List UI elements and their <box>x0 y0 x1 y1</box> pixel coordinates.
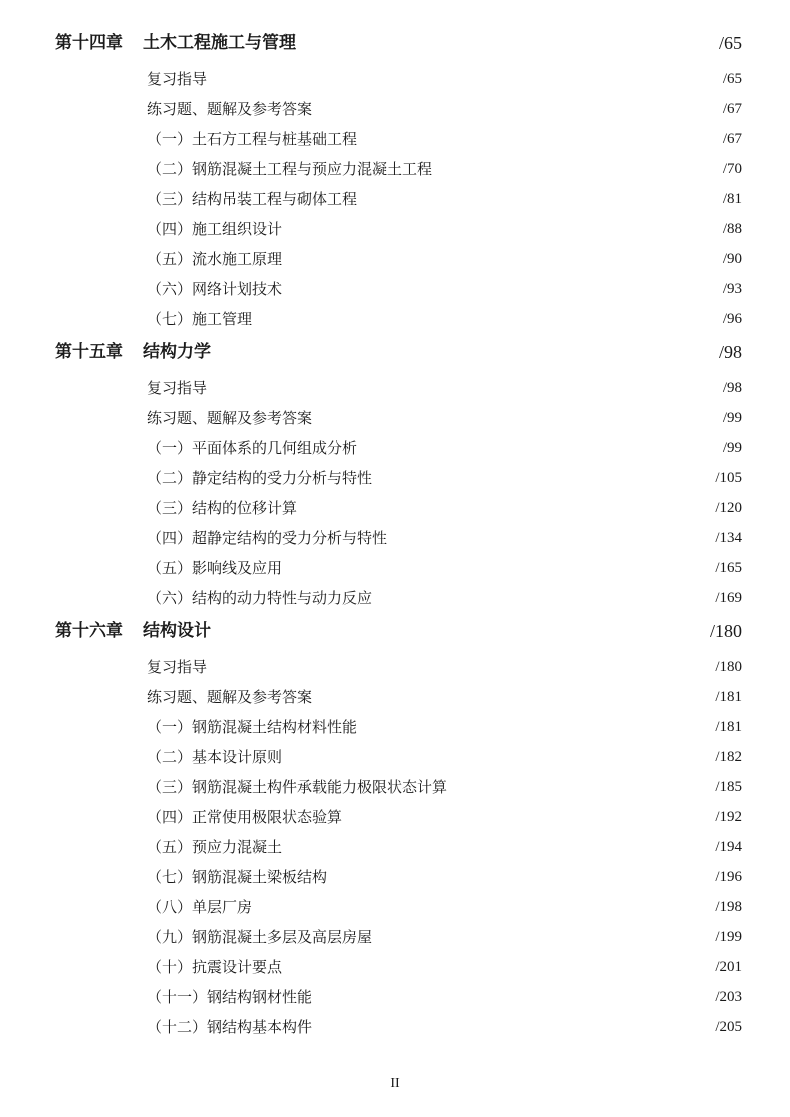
toc-entry-page: /205 <box>715 1019 742 1035</box>
toc-entry-title: （四）施工组织设计 <box>147 220 283 238</box>
chapter-name: 结构设计 <box>143 621 211 641</box>
toc-entry-page: /192 <box>715 809 742 825</box>
toc-entry[interactable] <box>0 777 790 807</box>
toc-entry-title: 复习指导 <box>147 379 208 397</box>
toc-entry[interactable] <box>0 309 790 339</box>
toc-entry[interactable] <box>0 717 790 747</box>
toc-entry[interactable] <box>0 807 790 837</box>
toc-entry-page: /199 <box>715 929 742 945</box>
toc-entry-title: （八）单层厂房 <box>147 898 253 916</box>
toc-entry-page: /65 <box>722 71 742 87</box>
toc-entry-page: /93 <box>722 281 742 297</box>
toc-entry[interactable] <box>0 657 790 687</box>
chapter-title <box>55 32 296 54</box>
toc-entry-page: /96 <box>722 311 742 327</box>
toc-entry-page: /185 <box>715 779 742 795</box>
toc-entry-title: （一）平面体系的几何组成分析 <box>147 439 358 457</box>
chapter-number: 第十六章 <box>55 621 123 641</box>
toc-entry-page: /105 <box>715 470 742 486</box>
toc-entry[interactable] <box>0 219 790 249</box>
chapter-page: /180 <box>709 621 742 641</box>
toc-entry-title: （四）正常使用极限状态验算 <box>147 808 343 826</box>
toc-entry-title: （五）预应力混凝土 <box>147 838 283 856</box>
toc-entry-title: （三）结构吊装工程与砌体工程 <box>147 190 358 208</box>
toc-entry-page: /98 <box>722 380 742 396</box>
chapter-name: 结构力学 <box>143 342 211 362</box>
toc-entry-title: 练习题、题解及参考答案 <box>147 409 313 427</box>
toc-entry-title: 练习题、题解及参考答案 <box>147 688 313 706</box>
chapter-page: /98 <box>718 342 742 362</box>
toc-entry-title: （二）钢筋混凝土工程与预应力混凝土工程 <box>147 160 433 178</box>
toc-entry-page: /194 <box>715 839 742 855</box>
toc-entry-page: /70 <box>722 161 742 177</box>
toc-entry[interactable] <box>0 687 790 717</box>
toc-entry[interactable] <box>0 747 790 777</box>
toc-entry[interactable] <box>0 558 790 588</box>
toc-entry-page: /203 <box>715 989 742 1005</box>
toc-entry-page: /198 <box>715 899 742 915</box>
chapter-name: 土木工程施工与管理 <box>143 33 296 53</box>
toc-entry-title: （一）钢筋混凝土结构材料性能 <box>147 718 358 736</box>
toc-entry-page: /165 <box>715 560 742 576</box>
toc-entry[interactable] <box>0 498 790 528</box>
toc-entry[interactable] <box>0 279 790 309</box>
toc-entry-page: /81 <box>722 191 742 207</box>
toc-entry-page: /67 <box>722 131 742 147</box>
toc-entry[interactable] <box>0 837 790 867</box>
footer-page-number: II <box>390 1076 400 1091</box>
toc-entry[interactable] <box>0 1017 790 1047</box>
toc-entry-page: /169 <box>715 590 742 606</box>
toc-entry[interactable] <box>0 408 790 438</box>
toc-entry-title: （三）钢筋混凝土构件承载能力极限状态计算 <box>147 778 448 796</box>
chapter-title <box>55 341 211 363</box>
toc-entry[interactable] <box>0 987 790 1017</box>
toc-entry-title: （二）静定结构的受力分析与特性 <box>147 469 373 487</box>
toc-entry[interactable] <box>0 159 790 189</box>
toc-entry[interactable] <box>0 129 790 159</box>
toc-entry[interactable] <box>0 957 790 987</box>
toc-entry[interactable] <box>0 69 790 99</box>
chapter-heading[interactable] <box>0 341 790 371</box>
toc-entry-page: /201 <box>715 959 742 975</box>
toc-entry-title: （十二）钢结构基本构件 <box>147 1018 313 1036</box>
toc-entry-page: /180 <box>715 659 742 675</box>
toc-entry-page: /196 <box>715 869 742 885</box>
chapter-heading[interactable] <box>0 32 790 62</box>
toc-entry-title: 复习指导 <box>147 658 208 676</box>
toc-entry-title: （一）土石方工程与桩基础工程 <box>147 130 358 148</box>
toc-entry-title: 复习指导 <box>147 70 208 88</box>
toc-entry[interactable] <box>0 438 790 468</box>
toc-entry-title: （五）影响线及应用 <box>147 559 283 577</box>
toc-entry-title: （五）流水施工原理 <box>147 250 283 268</box>
chapter-number: 第十四章 <box>55 33 123 53</box>
chapter-number: 第十五章 <box>55 342 123 362</box>
toc-entry[interactable] <box>0 99 790 129</box>
page-footer <box>0 1076 790 1092</box>
toc-entry[interactable] <box>0 897 790 927</box>
toc-entry[interactable] <box>0 189 790 219</box>
toc-entry[interactable] <box>0 378 790 408</box>
toc-entry[interactable] <box>0 588 790 618</box>
toc-entry-title: （九）钢筋混凝土多层及高层房屋 <box>147 928 373 946</box>
toc-entry-title: （六）网络计划技术 <box>147 280 283 298</box>
toc-entry-page: /67 <box>722 101 742 117</box>
toc-entry-title: （七）施工管理 <box>147 310 253 328</box>
toc-entry-page: /120 <box>715 500 742 516</box>
toc-entry-page: /181 <box>715 719 742 735</box>
toc-entry[interactable] <box>0 249 790 279</box>
toc-entry-page: /181 <box>715 689 742 705</box>
toc-entry-page: /99 <box>722 440 742 456</box>
chapter-title <box>55 620 211 642</box>
toc-entry-title: （二）基本设计原则 <box>147 748 283 766</box>
toc-entry[interactable] <box>0 867 790 897</box>
toc-entry[interactable] <box>0 927 790 957</box>
toc-entry[interactable] <box>0 528 790 558</box>
chapter-heading[interactable] <box>0 620 790 650</box>
toc-entry-title: （十一）钢结构钢材性能 <box>147 988 313 1006</box>
toc-entry-title: （六）结构的动力特性与动力反应 <box>147 589 373 607</box>
toc-entry-title: （四）超静定结构的受力分析与特性 <box>147 529 388 547</box>
toc-entry-page: /90 <box>722 251 742 267</box>
toc-entry-page: /134 <box>715 530 742 546</box>
toc-entry-page: /182 <box>715 749 742 765</box>
toc-entry-title: （十）抗震设计要点 <box>147 958 283 976</box>
chapter-page: /65 <box>718 33 742 53</box>
toc-entry-title: （七）钢筋混凝土梁板结构 <box>147 868 328 886</box>
toc-entry-page: /88 <box>722 221 742 237</box>
toc-entry[interactable] <box>0 468 790 498</box>
toc-entry-page: /99 <box>722 410 742 426</box>
toc-entry-title: （三）结构的位移计算 <box>147 499 298 517</box>
toc-entry-title: 练习题、题解及参考答案 <box>147 100 313 118</box>
